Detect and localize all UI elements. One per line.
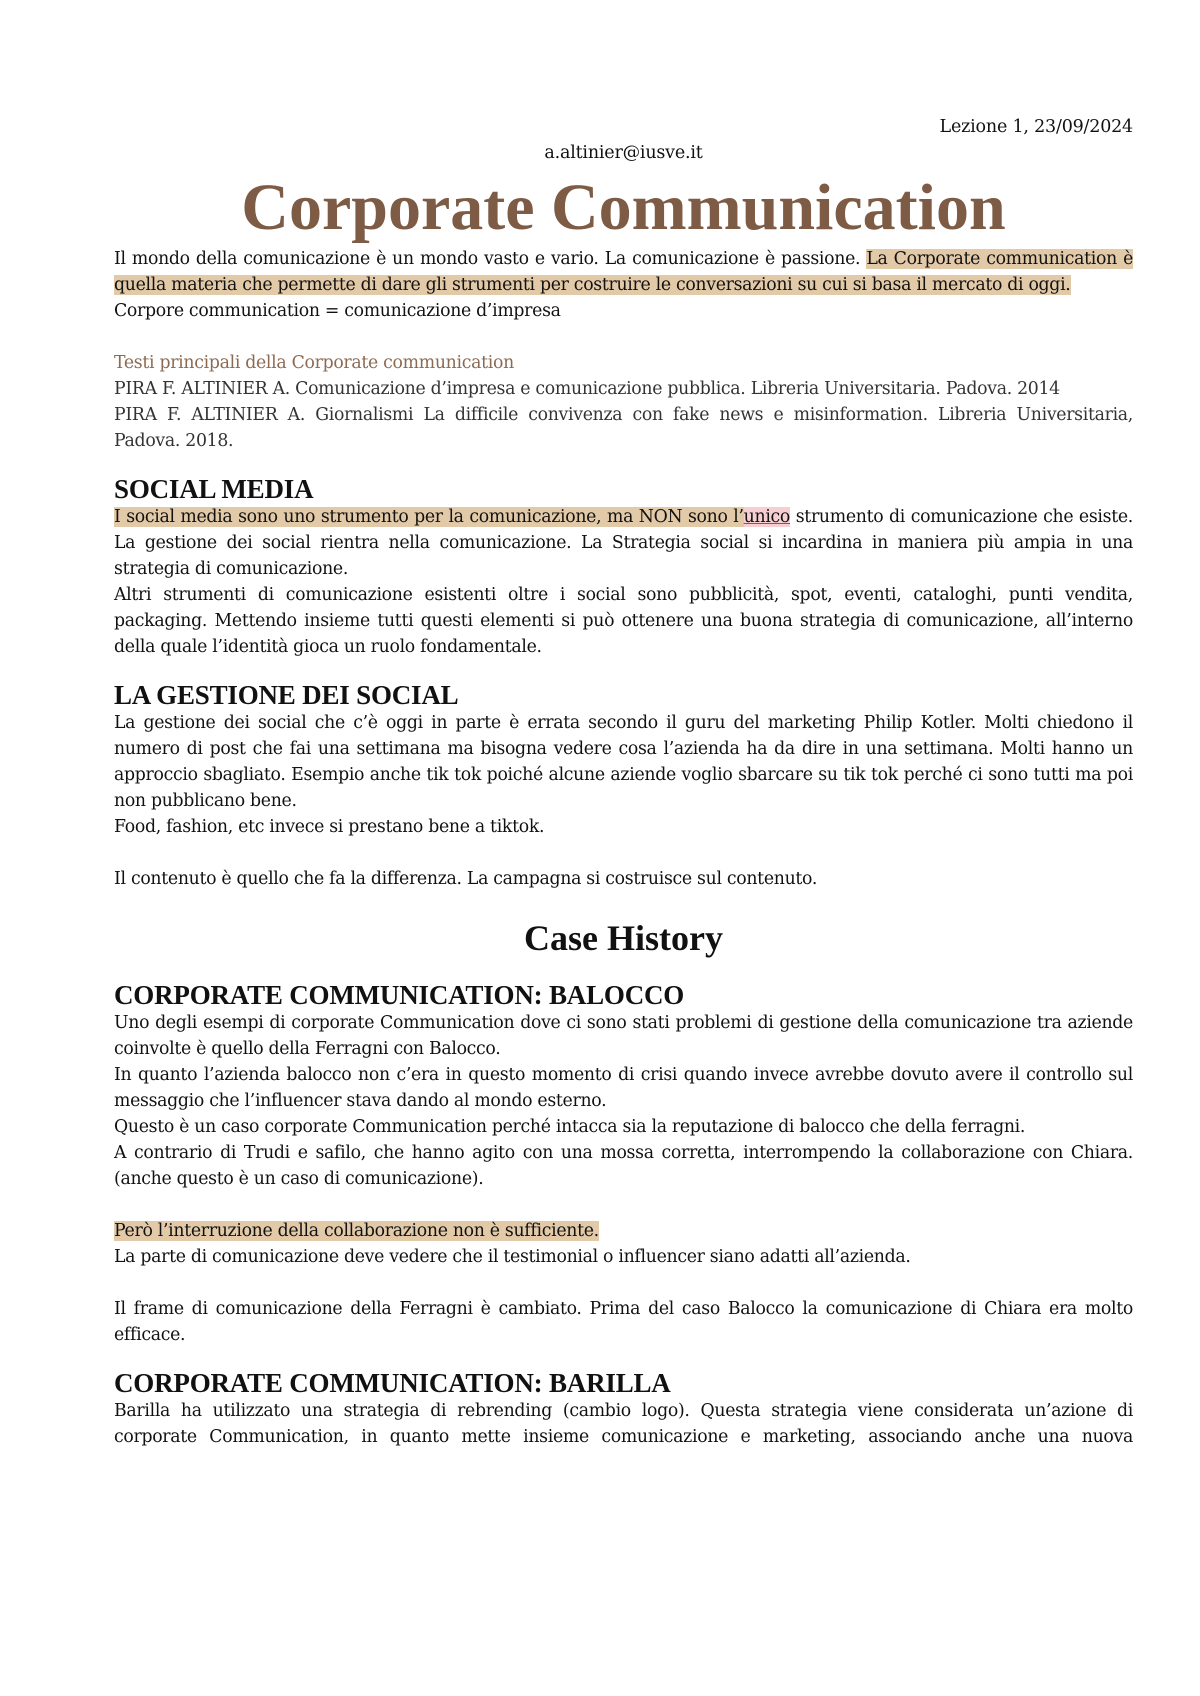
balocco-paragraph-2: In quanto l’azienda balocco non c’era in questo momento di crisi quando invece avrebbe dovuto avere il controllo sul messaggio che l’influencer stava dando al mondo esterno. — [114, 1065, 1133, 1111]
reference-1: PIRA F. ALTINIER A. Comunicazione d’impresa e comunicazione pubblica. Libreria Universitaria. Padova. 2014 — [114, 379, 1060, 399]
intro-paragraph — [114, 246, 1133, 298]
balocco-paragraph-4: A contrario di Trudi e safilo, che hanno agito con una mossa corretta, interrompendo la collaborazione con Chiara. (anche questo è un caso di comunicazione). — [114, 1143, 1133, 1189]
balocco-paragraph-3: Questo è un caso corporate Communication perché intacca sia la reputazione di balocco che della ferragni. — [114, 1117, 1026, 1137]
document-body — [114, 114, 1133, 1450]
balocco-heading: CORPORATE COMMUNICATION: BALOCCO — [114, 980, 685, 1010]
barilla-heading: CORPORATE COMMUNICATION: BARILLA — [114, 1368, 671, 1398]
social-highlight: I social media sono uno strumento per la comunicazione, ma NON sono l’ — [114, 507, 744, 527]
balocco-paragraph-5 — [114, 1218, 1133, 1244]
gestione-paragraph-1: La gestione dei social che c’è oggi in parte è errata secondo il guru del marketing Philip Kotler. Molti chiedono il numero di post che fai una settimana ma bisogna vedere cosa l’azienda ha da dire in una settimana. Molti hanno un approccio sbagliato. Esempio anche tik tok poiché alcune aziende voglio sbarcare su tik tok perché ci sono tutti ma poi non pubblicano bene. — [114, 713, 1133, 811]
social-media-heading: SOCIAL MEDIA — [114, 474, 314, 504]
balocco-paragraph-7: Il frame di comunicazione della Ferragni è cambiato. Prima del caso Balocco la comunicazione di Chiara era molto efficace. — [114, 1299, 1133, 1345]
lesson-date: Lezione 1, 23/09/2024 — [939, 117, 1133, 137]
balocco-paragraph-1: Uno degli esempi di corporate Communication dove ci sono stati problemi di gestione della comunicazione tra aziende coinvolte è quello della Ferragni con Balocco. — [114, 1013, 1133, 1059]
document-title: Corporate Communication — [241, 171, 1006, 244]
barilla-paragraph-1: Barilla ha utilizzato una strategia di rebrending (cambio logo). Questa strategia viene considerata un’azione di corporate Communication, in quanto mette insieme comunicazione e marketing, associando anche una nuova — [114, 1401, 1133, 1447]
balocco-paragraph-6: La parte di comunicazione deve vedere che il testimonial o influencer siano adatti all’azienda. — [114, 1247, 911, 1267]
author-email: a.altinier@iusve.it — [544, 143, 703, 163]
definition-line: Corpore communication = comunicazione d’impresa — [114, 301, 561, 321]
balocco-highlight: Però l’interruzione della collaborazione non è sufficiente. — [114, 1221, 599, 1241]
case-history-heading: Case History — [524, 918, 723, 958]
social-paragraph-1 — [114, 504, 1133, 582]
texts-heading: Testi principali della Corporate communication — [114, 353, 514, 373]
social-text: strumento di comunicazione che esiste. La gestione dei social rientra nella comunicazione. La Strategia social si incardina in maniera più ampia in una strategia di comunicazione. — [114, 507, 1133, 579]
social-paragraph-2: Altri strumenti di comunicazione esistenti oltre i social sono pubblicità, spot, eventi, cataloghi, punti vendita, packaging. Mettendo insieme tutti questi elementi si può ottenere una buona strategia di comunicazione, all’interno della quale l’identità gioca un ruolo fondamentale. — [114, 585, 1133, 657]
gestione-paragraph-3: Il contenuto è quello che fa la differenza. La campagna si costruisce sul contenuto. — [114, 869, 818, 889]
spellcheck-word: unico — [743, 507, 791, 527]
gestione-paragraph-2: Food, fashion, etc invece si prestano bene a tiktok. — [114, 817, 545, 837]
gestione-heading: LA GESTIONE DEI SOCIAL — [114, 680, 459, 710]
reference-2: PIRA F. ALTINIER A. Giornalismi La difficile convivenza con fake news e misinformation. Libreria Universitaria, Padova. 2018. — [114, 405, 1133, 451]
intro-text: Il mondo della comunicazione è un mondo vasto e vario. La comunicazione è passione. — [114, 249, 867, 269]
intro-highlight: La Corporate communication è quella materia che permette di dare gli strumenti per costruire le conversazioni su cui si basa il mercato di oggi. — [114, 249, 1133, 295]
